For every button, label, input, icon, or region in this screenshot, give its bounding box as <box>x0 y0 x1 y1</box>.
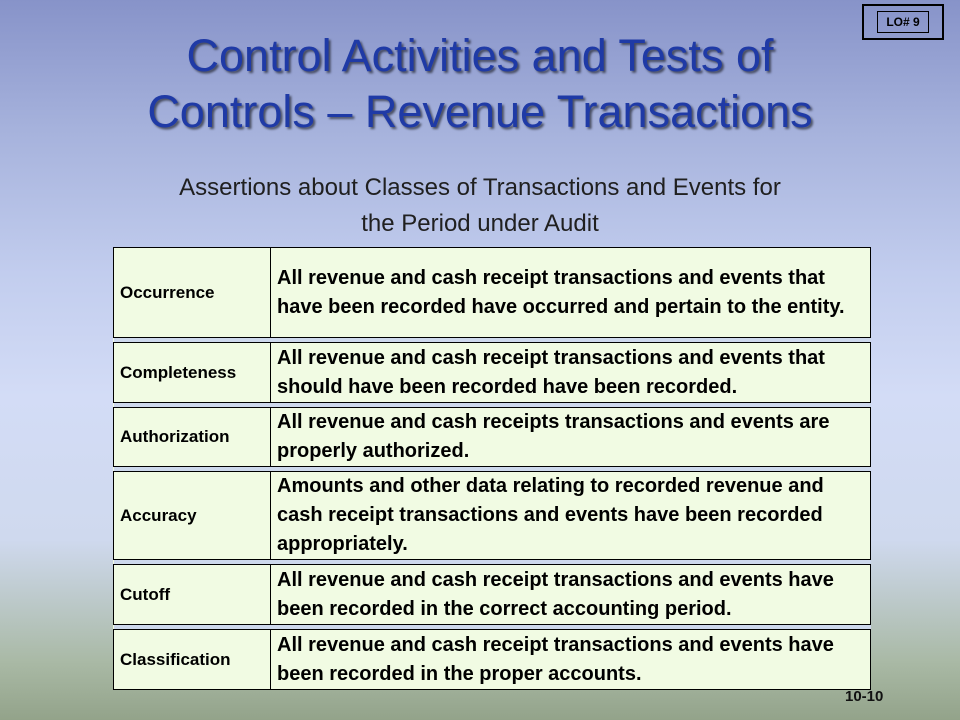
table-row <box>114 408 871 467</box>
table-row <box>114 343 871 403</box>
assertion-name: Completeness <box>114 343 271 403</box>
learning-objective-label: LO# 9 <box>877 11 928 33</box>
assertion-description: All revenue and cash receipt transactions and events that have been recorded have occurred and pertain to the entity. <box>271 248 871 338</box>
slide-title-line-2: Controls – Revenue Transactions <box>147 86 813 137</box>
assertion-description: All revenue and cash receipt transactions and events that should have been recorded have been recorded. <box>271 343 871 403</box>
table-row <box>114 248 871 338</box>
assertion-name: Classification <box>114 630 271 690</box>
slide-title <box>40 28 920 140</box>
assertion-description: All revenue and cash receipt transactions and events have been recorded in the proper accounts. <box>271 630 871 690</box>
assertion-description: All revenue and cash receipt transactions and events have been recorded in the correct accounting period. <box>271 565 871 625</box>
assertion-description: All revenue and cash receipts transactions and events are properly authorized. <box>271 408 871 467</box>
assertion-name: Authorization <box>114 408 271 467</box>
slide-subtitle-line-2: the Period under Audit <box>361 210 599 237</box>
assertion-description: Amounts and other data relating to recorded revenue and cash receipt transactions and events have been recorded appropriately. <box>271 472 871 560</box>
table-row <box>114 472 871 560</box>
assertion-name: Cutoff <box>114 565 271 625</box>
assertions-table <box>113 247 871 690</box>
slide-title-line-1: Control Activities and Tests of <box>186 30 774 81</box>
assertion-name: Accuracy <box>114 472 271 560</box>
slide-number: 10-10 <box>845 688 884 705</box>
table-row <box>114 565 871 625</box>
slide-subtitle <box>60 170 900 242</box>
assertion-name: Occurrence <box>114 248 271 338</box>
slide-subtitle-line-1: Assertions about Classes of Transactions and Events for <box>179 174 781 201</box>
table-row <box>114 630 871 690</box>
